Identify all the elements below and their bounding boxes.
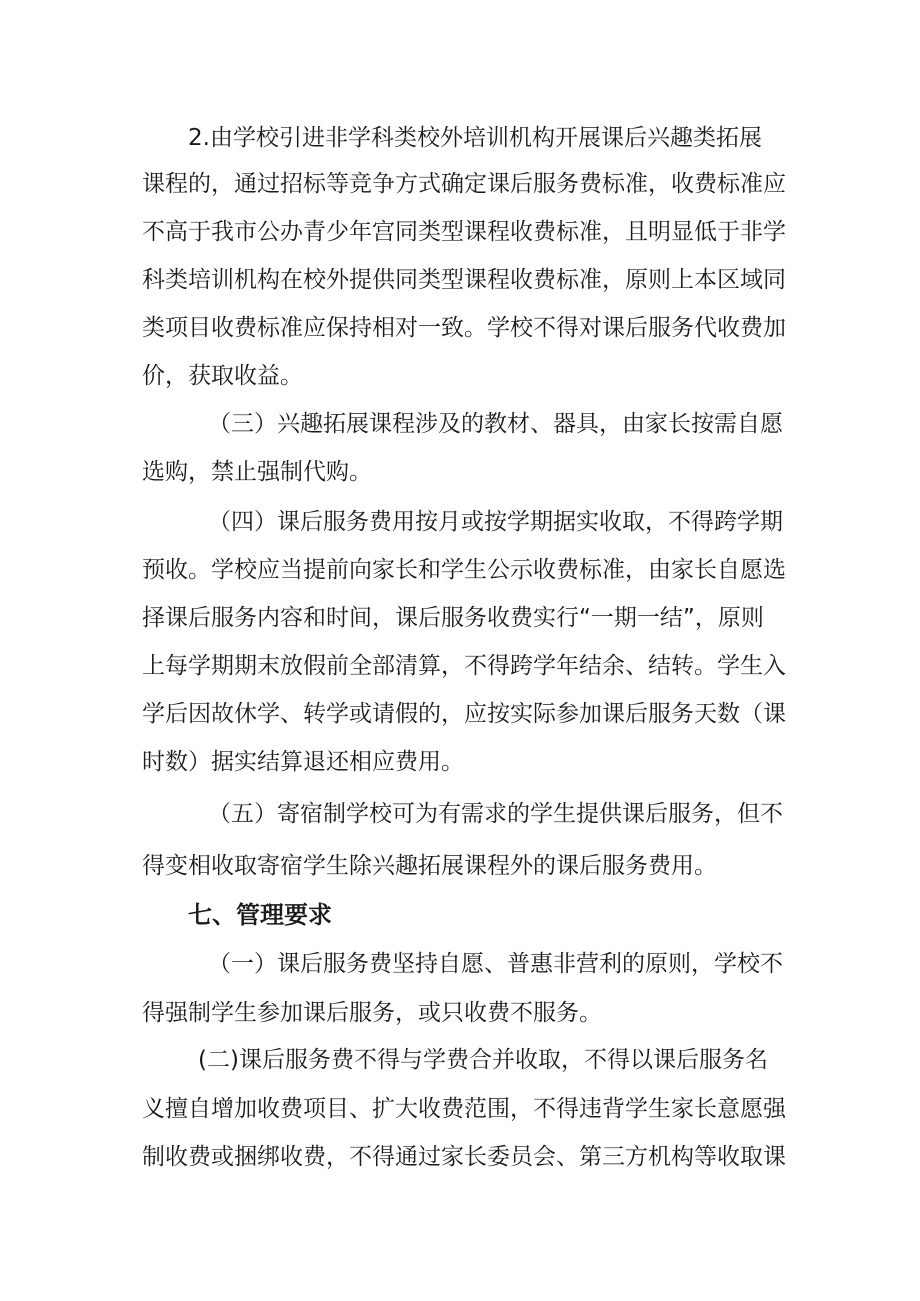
text-line: 制收费或捆绑收费，不得通过家长委员会、第三方机构等收取课: [142, 1144, 786, 1170]
text-line: (二)课后服务费不得与学费合并收取，不得以课后服务名: [198, 1047, 768, 1073]
text-line: 上每学期期末放假前全部清算，不得跨学年结余、结转。学生入: [142, 653, 786, 679]
text-line: 择课后服务内容和时间，课后服务收费实行“一期一结”，原则: [142, 605, 764, 631]
text-line: （五）寄宿制学校可为有需求的学生提供课后服务，但不: [208, 801, 783, 827]
text-line: 课程的，通过招标等竞争方式确定课后服务费标准，收费标准应: [142, 171, 786, 197]
text-line: 时数）据实结算退还相应费用。: [142, 749, 464, 775]
text-line: 类项目收费标准应保持相对一致。学校不得对课后服务代收费加: [142, 315, 786, 341]
text-line: 得强制学生参加课后服务，或只收费不服务。: [142, 1000, 602, 1026]
text-line: 学后因故休学、转学或请假的，应按实际参加课后服务天数（课: [142, 701, 786, 727]
text-line: 2.由学校引进非学科类校外培训机构开展课后兴趣类拓展: [188, 125, 762, 151]
text-line: 选购，禁止强制代购。: [142, 459, 372, 485]
text-line: 不高于我市公办青少年宫同类型课程收费标准，且明显低于非学: [142, 219, 786, 245]
text-line: （一）课后服务费坚持自愿、普惠非营利的原则，学校不: [208, 951, 783, 977]
text-line: 价，获取收益。: [142, 363, 303, 389]
text-line: 得变相收取寄宿学生除兴趣拓展课程外的课后服务费用。: [142, 853, 717, 879]
text-line: 义擅自增加收费项目、扩大收费范围，不得违背学生家长意愿强: [142, 1096, 786, 1122]
text-line: 科类培训机构在校外提供同类型课程收费标准，原则上本区域同: [142, 267, 786, 293]
text-line: 预收。学校应当提前向家长和学生公示收费标准，由家长自愿选: [142, 557, 786, 583]
text-line: （四）课后服务费用按月或按学期据实收取，不得跨学期: [208, 509, 783, 535]
section-heading: 七、管理要求: [188, 901, 332, 929]
text-line: （三）兴趣拓展课程涉及的教材、器具，由家长按需自愿: [208, 411, 783, 437]
